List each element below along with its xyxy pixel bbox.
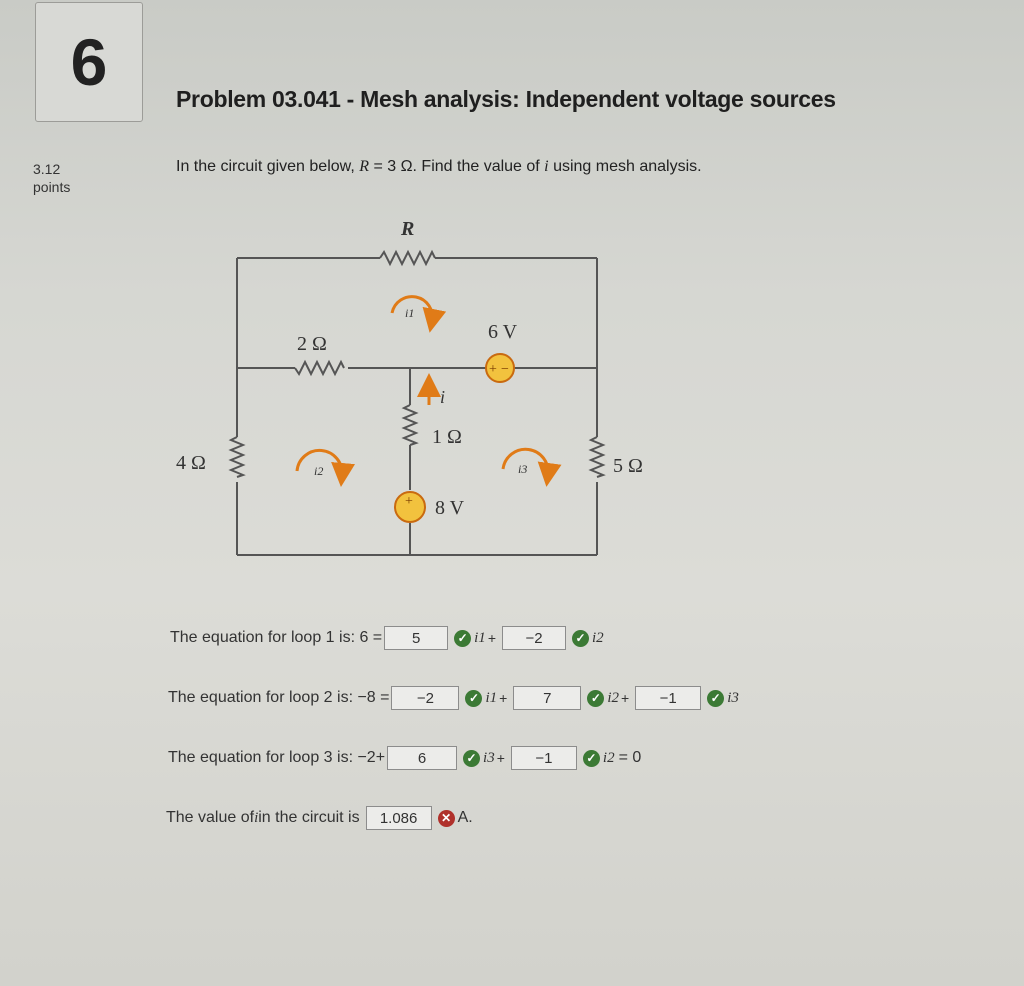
loop1-coef-a-input[interactable]: 5: [384, 626, 448, 650]
problem-prompt: [176, 158, 702, 176]
loop3-equation: [168, 746, 641, 770]
label-6v: 6 V: [488, 321, 518, 343]
answer-value-input[interactable]: 1.086: [366, 806, 432, 830]
check-icon: ✓: [463, 750, 480, 767]
resistor-r: [380, 252, 435, 264]
answer-i-symbol: i: [254, 809, 259, 826]
label-5ohm: 5 Ω: [613, 455, 643, 477]
mesh-i2-label: i2: [314, 464, 324, 478]
label-i: i: [440, 387, 446, 407]
prompt-post: using mesh analysis.: [548, 158, 702, 175]
answer-line: [166, 806, 473, 830]
loop1-label: The equation for loop 1 is: 6 =: [170, 629, 383, 646]
check-icon: ✓: [454, 630, 471, 647]
label-1ohm: 1 Ω: [432, 426, 462, 448]
resistor-4ohm: [231, 437, 243, 477]
loop2-coef-a-input[interactable]: −2: [391, 686, 459, 710]
question-number: 6: [35, 2, 143, 122]
mesh-i3-label: i3: [518, 462, 528, 476]
resistor-5ohm: [591, 437, 603, 477]
label-4ohm: 4 Ω: [176, 452, 206, 474]
points: [33, 160, 70, 196]
loop2-var-a: i1: [485, 689, 498, 706]
loop1-coef-b-input[interactable]: −2: [502, 626, 566, 650]
loop2-coef-c-input[interactable]: −1: [635, 686, 701, 710]
prompt-r-symbol: R: [359, 158, 369, 175]
label-r: R: [401, 218, 415, 240]
loop3-var-a: i3: [483, 749, 495, 766]
prompt-i-symbol: i: [544, 158, 549, 175]
loop2-var-b: i2: [607, 689, 620, 706]
mesh-i1-label: i1: [405, 306, 415, 320]
loop3-coef-b-input[interactable]: −1: [511, 746, 577, 770]
answer-pre: The value of: [166, 809, 255, 826]
circuit-diagram: [170, 205, 650, 565]
resistor-1ohm: [404, 405, 416, 445]
prompt-eq: = 3 Ω. Find the value of: [369, 158, 545, 175]
check-icon: ✓: [465, 690, 482, 707]
source-6v-plus: +: [489, 362, 497, 377]
label-8v: 8 V: [435, 497, 465, 519]
loop3-plus: +: [496, 750, 505, 766]
x-icon: ✕: [438, 810, 455, 827]
problem-title: Problem 03.041 - Mesh analysis: Independent voltage sources: [176, 86, 836, 112]
loop2-equation: [168, 686, 739, 710]
answer-unit: A.: [457, 809, 473, 826]
label-2ohm: 2 Ω: [297, 333, 327, 355]
loop2-plus2: +: [621, 690, 630, 706]
source-6v-minus: −: [501, 362, 509, 377]
points-label: points: [33, 179, 71, 195]
loop2-coef-b-input[interactable]: 7: [513, 686, 581, 710]
loop3-tail: = 0: [618, 749, 642, 766]
check-icon: ✓: [583, 750, 600, 767]
points-value: 3.12: [33, 161, 61, 177]
loop1-var-a: i1: [474, 629, 486, 646]
loop1-equation: [170, 626, 604, 650]
check-icon: ✓: [707, 690, 724, 707]
loop3-label: The equation for loop 3 is: −2+: [168, 749, 386, 766]
loop2-label: The equation for loop 2 is: −8 =: [168, 689, 390, 706]
loop3-var-b: i2: [602, 749, 615, 766]
loop3-coef-a-input[interactable]: 6: [387, 746, 457, 770]
source-8v-plus: +: [405, 494, 413, 509]
loop1-var-b: i2: [592, 629, 604, 646]
loop2-plus: +: [499, 690, 508, 706]
loop2-var-c: i3: [727, 689, 739, 706]
loop1-plus: +: [487, 630, 496, 646]
check-icon: ✓: [572, 630, 589, 647]
answer-mid: in the circuit is: [258, 809, 360, 826]
resistor-2ohm: [295, 362, 344, 374]
prompt-pre: In the circuit given below,: [176, 158, 360, 175]
check-icon: ✓: [587, 690, 604, 707]
